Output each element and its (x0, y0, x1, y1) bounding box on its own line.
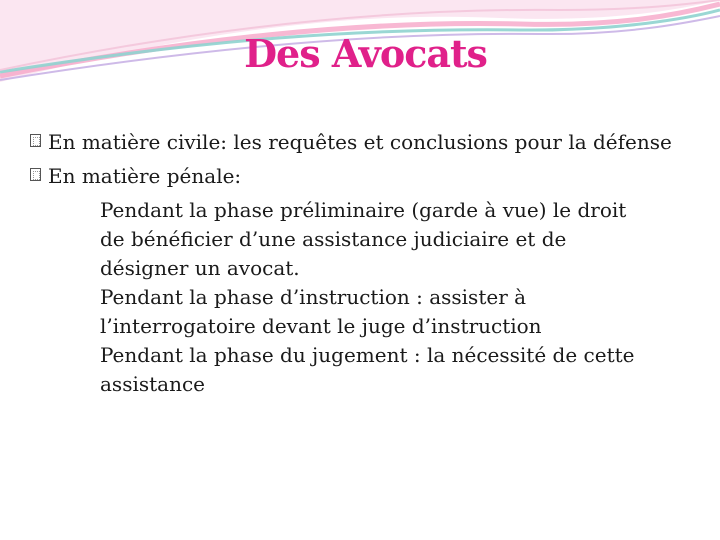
bullet-item-penal (30, 162, 680, 191)
subitem-judgment-phase: Pendant la phase du jugement : la nécessité de cette assistance (100, 343, 635, 396)
subitem-instruction-phase: Pendant la phase d’instruction : assister à l’interrogatoire devant le juge d’instruction (100, 285, 542, 338)
penal-subitems (30, 196, 640, 399)
bullet-text: En matière civile: les requêtes et conclusions pour la défense (48, 130, 672, 154)
bullet-marker-icon (30, 134, 41, 147)
slide-title: Des Avocats (244, 31, 487, 76)
slide-body (30, 128, 680, 399)
bullet-text: En matière pénale: (48, 164, 242, 188)
subitem-preliminary-phase: Pendant la phase préliminaire (garde à vue) le droit de bénéficier d’une assistance judiciaire et de désigner un avocat. (100, 198, 627, 280)
bullet-item-civil (30, 128, 680, 157)
bullet-marker-icon (30, 168, 41, 181)
